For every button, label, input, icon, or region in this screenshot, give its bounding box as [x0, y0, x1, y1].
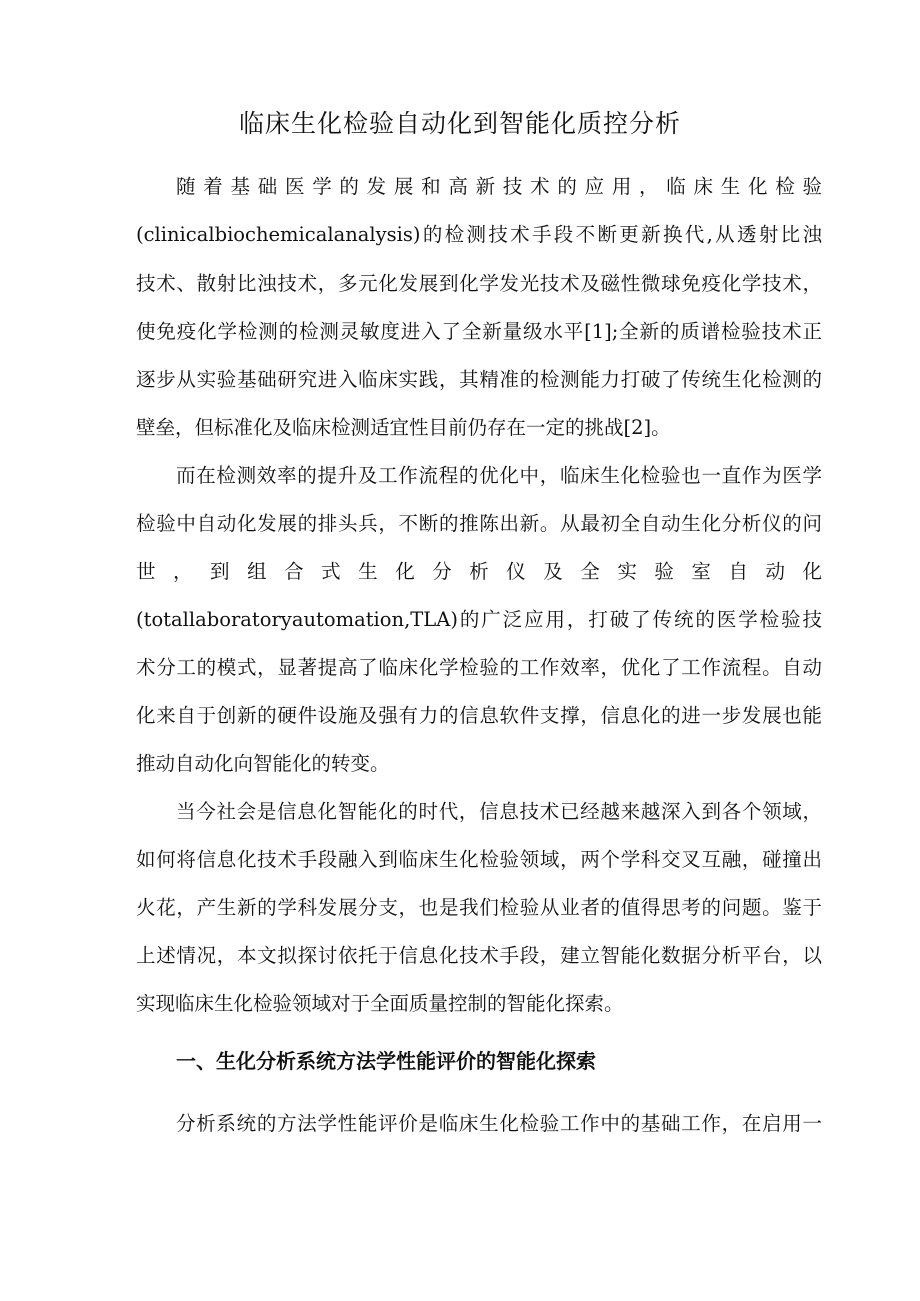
paragraph-1-line-1: 随 着 基 础 医 学 的 发 展 和 高 新 技 术 的 应 用 ， 临 床 生 化 检 验	[176, 175, 822, 198]
paragraph-2-line-1: 而在检测效率的提升及工作流程的优化中，临床生化检验也一直作为医学	[176, 464, 822, 487]
paragraph-3-line-3: 火花，产生新的学科发展分支，也是我们检验从业者的值得思考的问题。鉴于	[136, 896, 822, 919]
paragraph-2-line-4: (totallaboratoryautomation,TLA)的广泛应用，打破了传统的医学检验技	[136, 608, 822, 631]
paragraph-3-line-2: 如何将信息化技术手段融入到临床生化检验领域，两个学科交叉互融，碰撞出	[136, 848, 822, 871]
paragraph-3-line-1: 当今社会是信息化智能化的时代，信息技术已经越来越深入到各个领域，	[176, 800, 822, 823]
paragraph-2-line-6: 化来自于创新的硬件设施及强有力的信息软件支撑，信息化的进一步发展也能	[136, 704, 822, 727]
paragraph-1-line-6: 壁垒，但标准化及临床检测适宜性目前仍存在一定的挑战[2]。	[136, 416, 671, 439]
paragraph-1-line-3: 技术、散射比浊技术，多元化发展到化学发光技术及磁性微球免疫化学技术，	[136, 272, 822, 295]
paragraph-2-line-3: 世 ， 到 组 合 式 生 化 分 析 仪 及 全 实 验 室 自 动 化	[136, 560, 822, 583]
section-paragraph-line-1: 分析系统的方法学性能评价是临床生化检验工作中的基础工作，在启用一	[176, 1112, 822, 1135]
paragraph-2-line-7: 推动自动化向智能化的转变。	[136, 752, 390, 775]
paragraph-2-line-2: 检验中自动化发展的排头兵，不断的推陈出新。从最初全自动生化分析仪的问	[136, 512, 822, 535]
paragraph-1-line-5: 逐步从实验基础研究进入临床实践，其精准的检测能力打破了传统生化检测的	[136, 368, 822, 391]
paragraph-1-line-2: (clinicalbiochemicalanalysis)的检测技术手段不断更新换代,从透射比浊	[136, 223, 822, 246]
paragraph-2-line-5: 术分工的模式，显著提高了临床化学检验的工作效率，优化了工作流程。自动	[136, 656, 822, 679]
section-heading: 一、生化分析系统方法学性能评价的智能化探索	[176, 1049, 596, 1073]
document-title: 临床生化检验自动化到智能化质控分析	[238, 109, 681, 138]
paragraph-3-line-5: 实现临床生化检验领域对于全面质量控制的智能化探索。	[136, 992, 624, 1015]
paragraph-1-line-4: 使免疫化学检测的检测灵敏度进入了全新量级水平[1];全新的质谱检验技术正	[136, 320, 822, 343]
paragraph-3-line-4: 上述情况，本文拟探讨依托于信息化技术手段，建立智能化数据分析平台，以	[136, 944, 822, 967]
